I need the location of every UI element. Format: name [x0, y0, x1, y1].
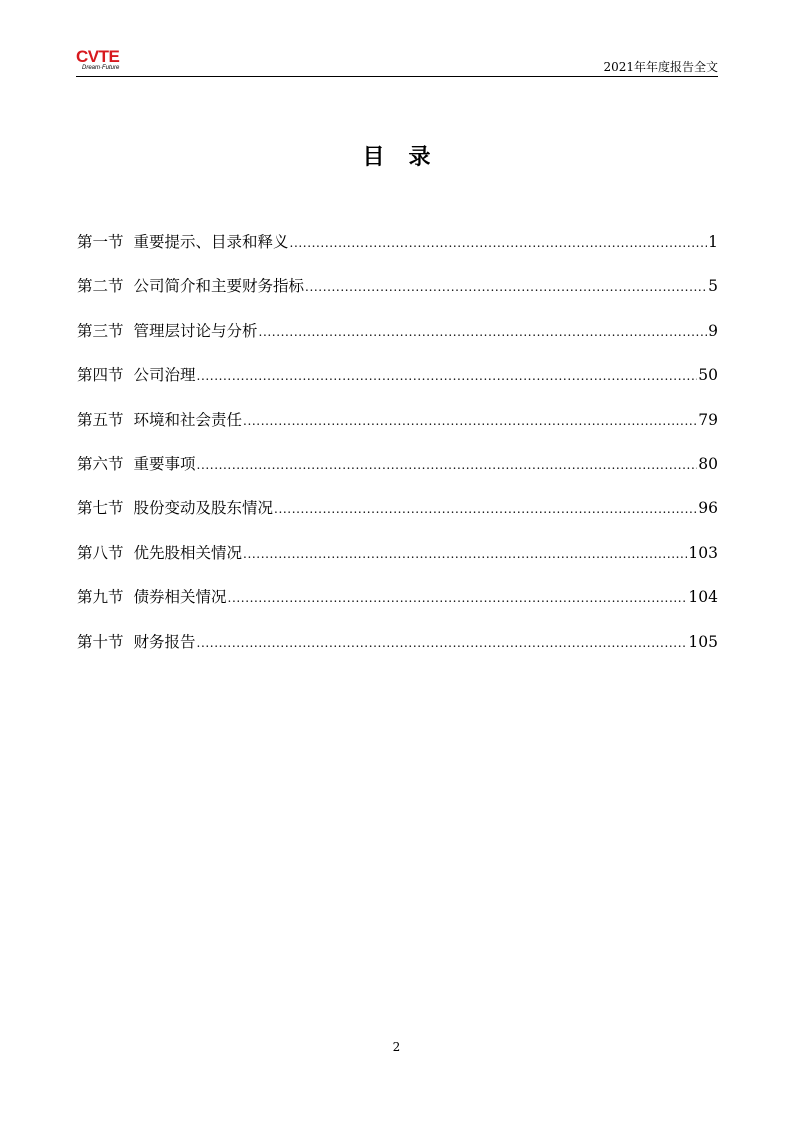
toc-section-number: 第二节 — [77, 277, 124, 296]
toc-entry-10[interactable] — [77, 632, 718, 676]
toc-section-title: 财务报告 — [133, 632, 196, 651]
toc-dot-leader — [290, 233, 708, 253]
toc-entry-9[interactable] — [77, 587, 718, 631]
toc-entry-4[interactable] — [77, 365, 718, 409]
cvte-logo — [76, 48, 136, 74]
toc-section-number: 第十节 — [77, 632, 124, 651]
toc-page-number: 80 — [698, 454, 718, 473]
page-header — [76, 46, 718, 77]
toc-page-number: 50 — [698, 366, 718, 385]
toc-entry-1[interactable] — [77, 232, 718, 276]
toc-dot-leader — [259, 322, 708, 342]
toc-dot-leader — [243, 411, 697, 431]
toc-section-title: 重要提示、目录和释义 — [133, 233, 289, 251]
toc-heading: 目录 — [362, 145, 455, 170]
toc-section-number: 第四节 — [77, 366, 124, 385]
table-of-contents — [77, 232, 718, 676]
logo-wordmark: CVTE — [76, 47, 120, 66]
toc-dot-leader — [305, 277, 707, 297]
toc-dot-leader — [228, 588, 688, 608]
toc-entry-7[interactable] — [77, 498, 718, 542]
toc-page-number: 104 — [688, 588, 718, 607]
toc-section-number: 第五节 — [77, 410, 124, 429]
footer-page-number: 2 — [392, 1040, 401, 1054]
toc-dot-leader — [274, 499, 697, 519]
toc-dot-leader — [197, 366, 698, 386]
report-title: 2021年年度报告全文 — [603, 60, 718, 74]
toc-entry-5[interactable] — [77, 410, 718, 454]
toc-section-title: 环境和社会责任 — [133, 410, 243, 429]
toc-section-number: 第一节 — [77, 233, 124, 251]
logo-tagline: Dream·Future — [82, 65, 120, 71]
toc-page-number: 9 — [708, 321, 718, 340]
toc-section-title: 优先股相关情况 — [133, 543, 243, 562]
toc-dot-leader — [197, 633, 688, 653]
toc-dot-leader — [197, 455, 698, 475]
toc-section-title: 管理层讨论与分析 — [133, 321, 258, 340]
toc-section-number: 第六节 — [77, 454, 124, 473]
toc-page-number: 103 — [688, 543, 718, 562]
toc-section-title: 债券相关情况 — [133, 588, 227, 607]
toc-entry-2[interactable] — [77, 276, 718, 320]
toc-page-number: 5 — [708, 277, 718, 296]
toc-section-number: 第九节 — [77, 588, 124, 607]
toc-section-number: 第七节 — [77, 499, 124, 518]
toc-entry-3[interactable] — [77, 321, 718, 365]
toc-page-number: 79 — [698, 410, 718, 429]
toc-page-number: 1 — [708, 233, 718, 251]
toc-section-title: 股份变动及股东情况 — [133, 499, 274, 518]
toc-section-title: 重要事项 — [133, 454, 196, 473]
toc-entry-8[interactable] — [77, 543, 718, 587]
toc-entry-6[interactable] — [77, 454, 718, 498]
toc-dot-leader — [243, 544, 687, 564]
toc-section-number: 第八节 — [77, 543, 124, 562]
toc-section-number: 第三节 — [77, 321, 124, 340]
toc-page-number: 96 — [698, 499, 718, 518]
toc-section-title: 公司治理 — [133, 366, 196, 385]
toc-page-number: 105 — [688, 632, 718, 651]
toc-section-title: 公司简介和主要财务指标 — [133, 277, 305, 296]
